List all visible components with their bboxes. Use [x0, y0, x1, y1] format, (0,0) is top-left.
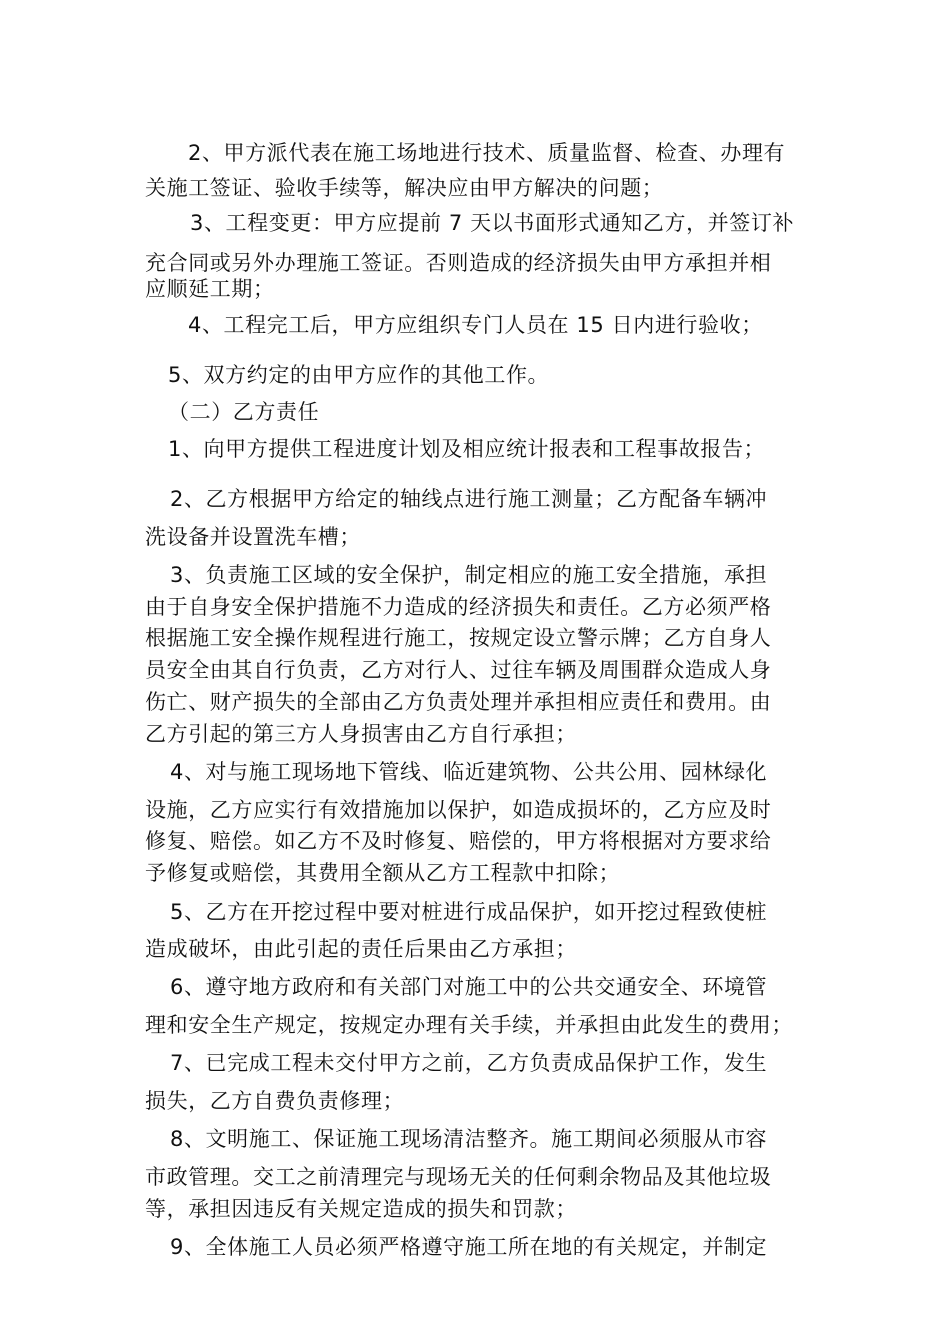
- section-heading: （二）乙方责任: [168, 400, 320, 424]
- text-line: 市政管理。交工之前清理完与现场无关的任何剩余物品及其他垃圾: [145, 1165, 772, 1189]
- text-line: 7、已完成工程未交付甲方之前，乙方负责成品保护工作，发生: [170, 1051, 768, 1075]
- text-line: 3、负责施工区域的安全保护，制定相应的施工安全措施，承担: [170, 563, 768, 587]
- text-line: 设施，乙方应实行有效措施加以保护，如造成损坏的，乙方应及时: [145, 798, 772, 822]
- text-line: 伤亡、财产损失的全部由乙方负责处理并承担相应责任和费用。由: [145, 690, 772, 714]
- text-line: 理和安全生产规定，按规定办理有关手续，并承担由此发生的费用；: [145, 1013, 793, 1037]
- text-line: 2、乙方根据甲方给定的轴线点进行施工测量；乙方配备车辆冲: [170, 487, 768, 511]
- text-line: 4、工程完工后，甲方应组织专门人员在 15 日内进行验收；: [188, 313, 763, 337]
- text-line: 关施工签证、验收手续等，解决应由甲方解决的问题；: [145, 176, 664, 200]
- text-line: 4、对与施工现场地下管线、临近建筑物、公共公用、园林绿化: [170, 760, 768, 784]
- text-line: 3、工程变更：甲方应提前 7 天以书面形式通知乙方，并签订补: [190, 211, 795, 235]
- text-line: 应顺延工期；: [145, 277, 275, 301]
- text-line: 充合同或另外办理施工签证。否则造成的经济损失由甲方承担并相: [145, 251, 772, 275]
- text-line: 5、双方约定的由甲方应作的其他工作。: [168, 363, 550, 387]
- text-line: 修复、赔偿。如乙方不及时修复、赔偿的，甲方将根据对方要求给: [145, 829, 772, 853]
- text-line: 6、遵守地方政府和有关部门对施工中的公共交通安全、环境管: [170, 975, 768, 999]
- text-line: 由于自身安全保护措施不力造成的经济损失和责任。乙方必须严格: [145, 595, 772, 619]
- text-line: 造成破坏，由此引起的责任后果由乙方承担；: [145, 937, 577, 961]
- text-line: 2、甲方派代表在施工场地进行技术、质量监督、检查、办理有: [188, 141, 786, 165]
- text-line: 等，承担因违反有关规定造成的损失和罚款；: [145, 1197, 577, 1221]
- text-line: 根据施工安全操作规程进行施工，按规定设立警示牌；乙方自身人: [145, 626, 772, 650]
- text-line: 损失，乙方自费负责修理；: [145, 1089, 405, 1113]
- text-line: 洗设备并设置洗车槽；: [145, 525, 361, 549]
- text-line: 员安全由其自行负责，乙方对行人、过往车辆及周围群众造成人身: [145, 658, 772, 682]
- text-line: 予修复或赔偿，其费用全额从乙方工程款中扣除；: [145, 861, 621, 885]
- text-line: 乙方引起的第三方人身损害由乙方自行承担；: [145, 722, 577, 746]
- text-line: 1、向甲方提供工程进度计划及相应统计报表和工程事故报告；: [168, 437, 766, 461]
- text-line: 9、全体施工人员必须严格遵守施工所在地的有关规定，并制定: [170, 1235, 768, 1259]
- text-line: 8、文明施工、保证施工现场清洁整齐。施工期间必须服从市容: [170, 1127, 768, 1151]
- text-line: 5、乙方在开挖过程中要对桩进行成品保护，如开挖过程致使桩: [170, 900, 768, 924]
